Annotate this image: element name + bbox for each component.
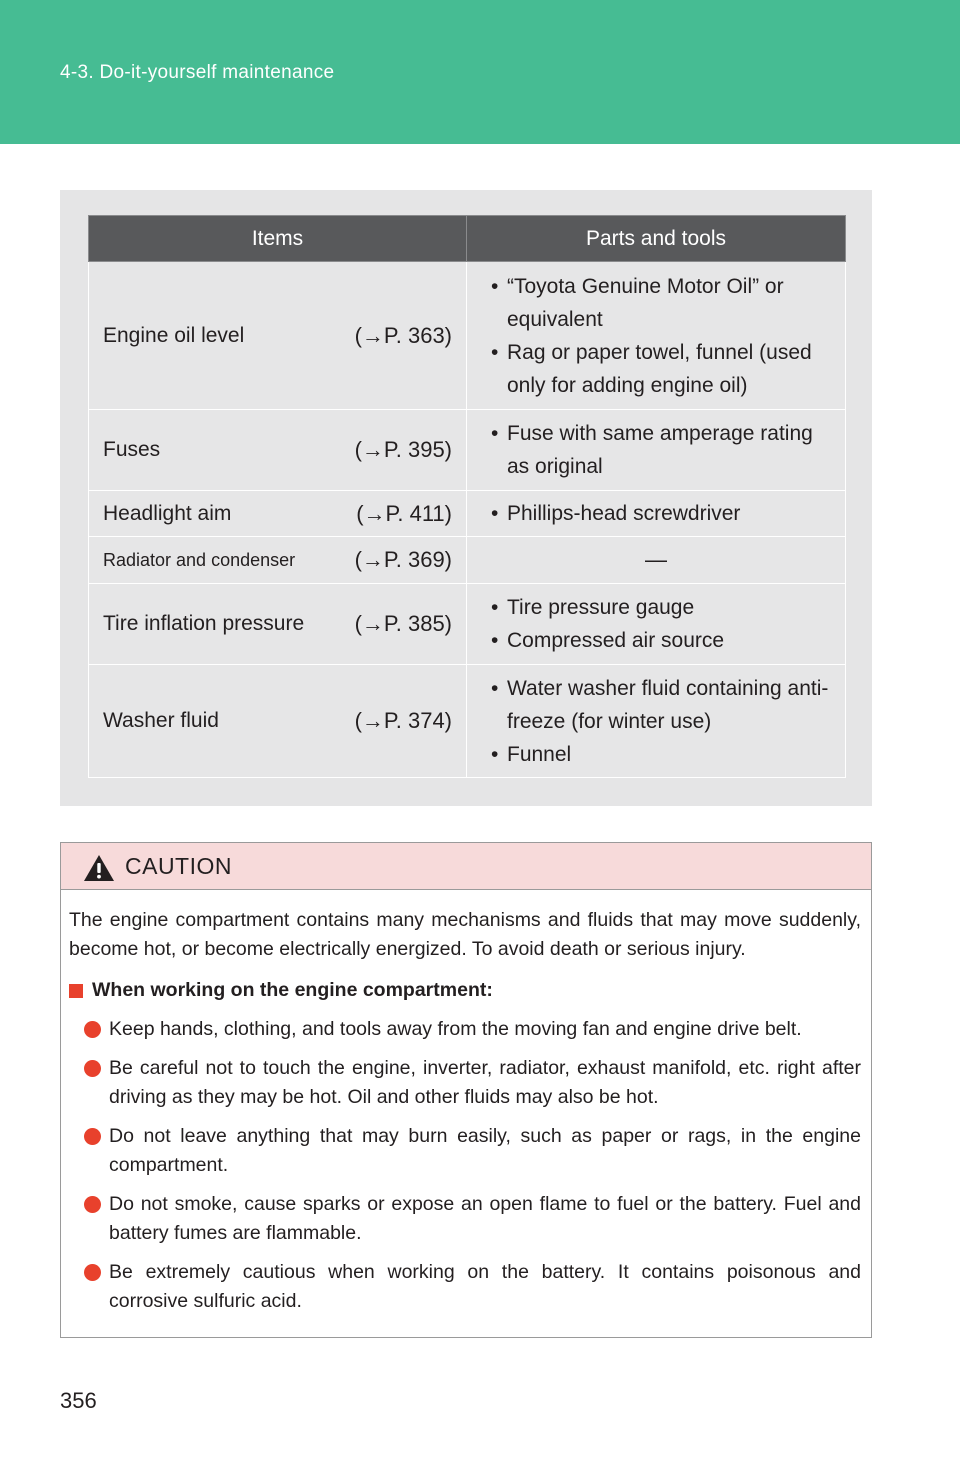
item-name: Fuses [103,438,161,461]
page-number: 356 [60,1388,97,1413]
item-name: Radiator and condenser [103,549,296,570]
part-item: • Funnel [479,738,837,771]
item-cell [89,665,467,778]
page-reference: (→P. 363) [354,322,452,348]
part-item: • “Toyota Genuine Motor Oil” or equivalent [479,270,837,336]
warning-triangle-icon [83,854,115,887]
table-row [89,584,846,665]
item-cell [89,262,467,410]
item-name: Headlight aim [103,501,232,525]
item-cell [89,491,467,537]
part-item: • Fuse with same amperage rating as original [479,417,837,483]
red-dot-icon [84,1196,101,1213]
page-reference: (→P. 411) [356,500,452,526]
page-reference: (→P. 385) [354,611,452,636]
caution-body [61,890,871,1316]
parts-cell [467,410,846,491]
parts-cell [467,584,846,665]
maintenance-table [88,215,846,778]
item-cell [89,537,467,584]
caution-bullet-text: Do not leave anything that may burn easily, such as paper or rags, in the engine compartment. [109,1125,861,1176]
page-reference: (→P. 374) [354,708,452,733]
red-dot-icon [84,1060,101,1077]
table-header-row [89,216,846,262]
part-item: • Compressed air source [479,624,837,657]
column-header-parts: Parts and tools [467,216,846,262]
table-row [89,491,846,537]
red-dot-icon [84,1021,101,1038]
page-reference: (→P. 369) [354,547,452,572]
red-dot-icon [84,1264,101,1281]
caution-intro: The engine compartment contains many mechanisms and fluids that may move suddenly, become hot, or become electrically energized. To avoid death or serious injury. [69,909,861,960]
caution-bullet [69,1122,861,1180]
part-item: • Water washer fluid containing anti-freeze (for winter use) [479,672,837,738]
part-item: • Rag or paper towel, funnel (used only for adding engine oil) [479,336,837,402]
caution-box [60,842,872,1338]
table-row [89,262,846,410]
table-row [89,410,846,491]
caution-header [61,843,871,890]
caution-bullet-text: Be extremely cautious when working on the battery. It contains poisonous and corrosive sulfuric acid. [109,1261,861,1312]
parts-cell [467,262,846,410]
caution-bullet [69,1258,861,1316]
item-name: Washer fluid [103,709,219,732]
item-name: Engine oil level [103,323,245,347]
parts-cell [467,537,846,584]
caution-subheading [69,976,861,1005]
caution-bullet-text: Do not smoke, cause sparks or expose an open flame to fuel or the battery. Fuel and battery fumes are flammable. [109,1193,861,1244]
item-cell [89,410,467,491]
column-header-items: Items [89,216,467,262]
parts-cell [467,665,846,778]
caution-bullet-text: Keep hands, clothing, and tools away from the moving fan and engine drive belt. [109,1018,802,1040]
part-item: • Phillips-head screwdriver [479,497,837,530]
caution-title: CAUTION [125,853,232,879]
section-header [0,0,960,144]
section-title: 4-3. Do-it-yourself maintenance [60,62,335,83]
subheading-text: When working on the engine compartment: [92,979,493,1001]
caution-bullet [69,1015,861,1044]
item-name: Tire inflation pressure [103,612,305,635]
table-row [89,665,846,778]
caution-bullet-text: Be careful not to touch the engine, inverter, radiator, exhaust manifold, etc. right after driving as they may be hot. Oil and other fluids may also be hot. [109,1057,861,1108]
caution-bullet [69,1054,861,1112]
table-row [89,537,846,584]
part-item: • Tire pressure gauge [479,591,837,624]
caution-bullet [69,1190,861,1248]
red-square-icon [69,984,83,998]
red-dot-icon [84,1128,101,1145]
parts-cell [467,491,846,537]
no-parts-dash: — [645,547,667,572]
page-reference: (→P. 395) [354,437,452,462]
item-cell [89,584,467,665]
